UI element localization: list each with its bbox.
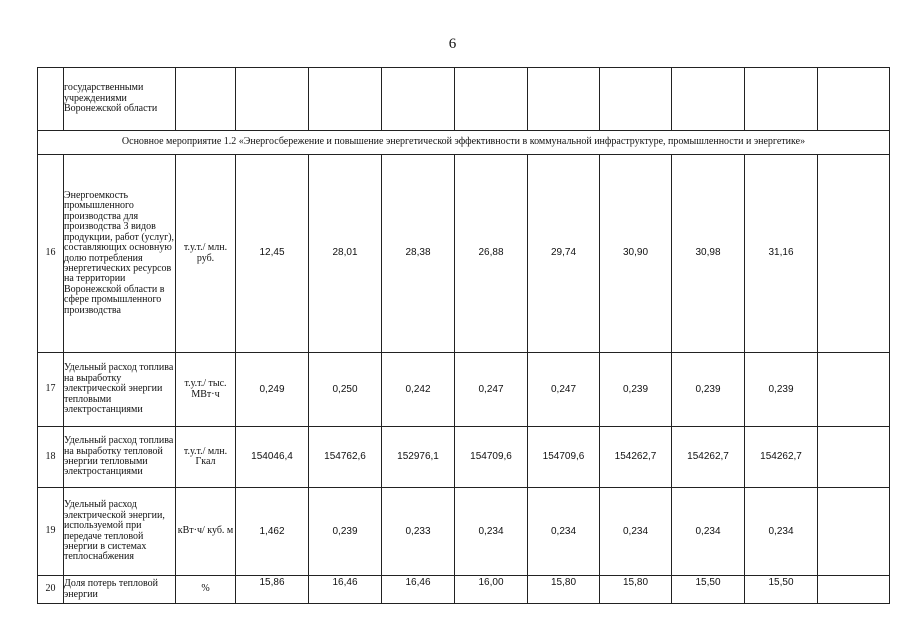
section-header-row — [38, 131, 890, 155]
value-cell: 1,462 — [236, 488, 309, 576]
unit: т.у.т./ млн. руб. — [176, 155, 236, 353]
indicator-name: государственными учреждениями Воронежской области — [64, 68, 176, 131]
value-cell: 0,234 — [600, 488, 672, 576]
unit: % — [176, 576, 236, 604]
unit: кВт·ч/ куб. м — [176, 488, 236, 576]
value-cell: 29,74 — [528, 155, 600, 353]
value-cell: 0,234 — [745, 488, 818, 576]
value-cell: 28,38 — [382, 155, 455, 353]
value-cell: 152976,1 — [382, 427, 455, 488]
row-number: 16 — [38, 155, 64, 353]
unit: т.у.т./ тыс. МВт·ч — [176, 353, 236, 427]
value-cell: 28,01 — [309, 155, 382, 353]
value-cell: 30,98 — [672, 155, 745, 353]
value-cell — [818, 488, 890, 576]
unit: т.у.т./ млн. Гкал — [176, 427, 236, 488]
value-cell: 15,50 — [745, 576, 818, 604]
value-cell: 0,247 — [528, 353, 600, 427]
value-cell: 15,86 — [236, 576, 309, 604]
section-header: Основное мероприятие 1.2 «Энергосбережение и повышение энергетической эффективности в коммунальной инфраструктуре, промышленности и энергетике» — [38, 131, 890, 155]
table-row — [38, 68, 890, 131]
value-cell: 0,239 — [745, 353, 818, 427]
value-cell: 154262,7 — [672, 427, 745, 488]
indicator-name: Удельный расход топлива на выработку электрической энергии тепловыми электростанциями — [64, 353, 176, 427]
indicator-name: Удельный расход топлива на выработку тепловой энергии тепловыми электростанциями — [64, 427, 176, 488]
value-cell: 15,50 — [672, 576, 745, 604]
table-row — [38, 353, 890, 427]
value-cell — [818, 155, 890, 353]
value-cell: 0,234 — [672, 488, 745, 576]
value-cell: 0,233 — [382, 488, 455, 576]
value-cell — [818, 576, 890, 604]
value-cell: 0,234 — [455, 488, 528, 576]
value-cell: 0,242 — [382, 353, 455, 427]
indicator-name: Энергоемкость промышленного производства для производства 3 видов продукции, работ (услуг), составляющих основную долю потребления энергетических ресурсов на территории Воронежской области в сфере промышленного производства — [64, 155, 176, 353]
value-cell: 15,80 — [528, 576, 600, 604]
value-cell: 16,46 — [309, 576, 382, 604]
row-number — [38, 68, 64, 131]
value-cell: 154046,4 — [236, 427, 309, 488]
value-cell: 154262,7 — [600, 427, 672, 488]
value-cell: 30,90 — [600, 155, 672, 353]
indicator-table — [37, 67, 890, 604]
table-row — [38, 155, 890, 353]
value-cell: 0,250 — [309, 353, 382, 427]
table-row — [38, 427, 890, 488]
value-cell: 154709,6 — [528, 427, 600, 488]
page-number: 6 — [448, 36, 457, 52]
value-cell — [818, 353, 890, 427]
row-number: 18 — [38, 427, 64, 488]
value-cell: 154762,6 — [309, 427, 382, 488]
value-cell: 0,239 — [309, 488, 382, 576]
value-cell: 0,234 — [528, 488, 600, 576]
value-cell: 0,239 — [672, 353, 745, 427]
table-row — [38, 488, 890, 576]
indicator-name: Удельный расход электрической энергии, используемой при передаче тепловой энергии в системах теплоснабжения — [64, 488, 176, 576]
indicator-name: Доля потерь тепловой энергии — [64, 576, 176, 604]
value-cell: 0,247 — [455, 353, 528, 427]
table-row — [38, 576, 890, 604]
value-cell: 16,46 — [382, 576, 455, 604]
value-cell: 154262,7 — [745, 427, 818, 488]
row-number: 20 — [38, 576, 64, 604]
value-cell: 16,00 — [455, 576, 528, 604]
value-cell: 31,16 — [745, 155, 818, 353]
value-cell: 15,80 — [600, 576, 672, 604]
value-cell — [818, 427, 890, 488]
row-number: 17 — [38, 353, 64, 427]
value-cell: 0,249 — [236, 353, 309, 427]
value-cell: 12,45 — [236, 155, 309, 353]
value-cell: 0,239 — [600, 353, 672, 427]
row-number: 19 — [38, 488, 64, 576]
value-cell: 26,88 — [455, 155, 528, 353]
value-cell: 154709,6 — [455, 427, 528, 488]
